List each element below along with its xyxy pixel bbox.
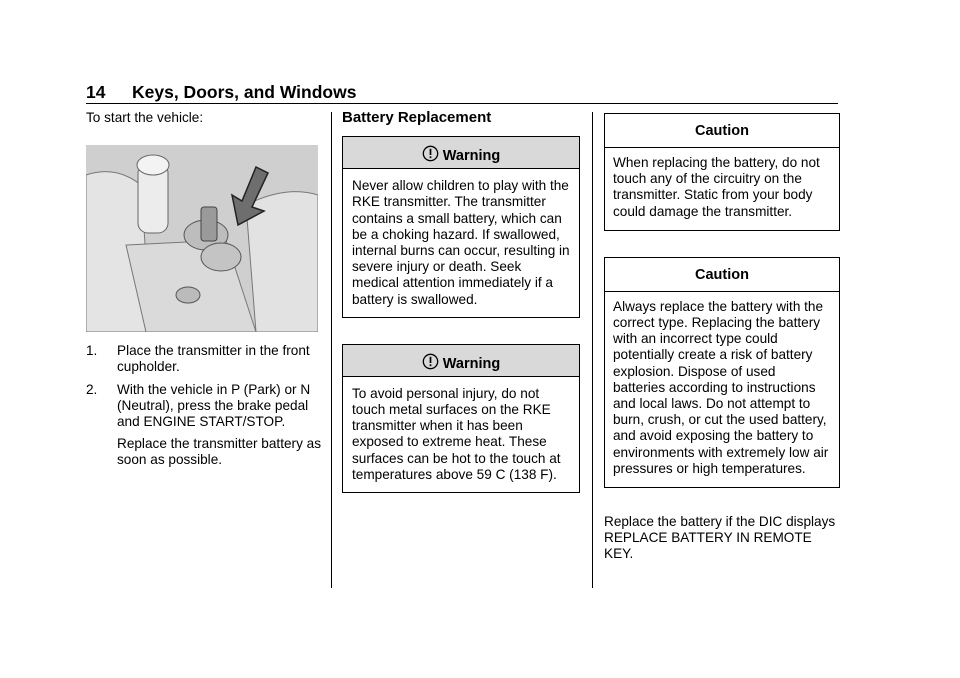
- caution-box: [604, 113, 840, 231]
- column-left: [86, 110, 322, 469]
- warning-text: Never allow children to play with the RKE transmitter. The transmitter contains a small battery, which can be a choking hazard. If swallowed, internal burns can occur, resulting in severe injury or death. Seek medical attention immediately if a battery is swallowed.: [352, 178, 570, 307]
- page-header: [86, 82, 356, 103]
- column-divider-left: [331, 112, 332, 588]
- warning-header: Warning: [343, 345, 579, 377]
- header-rule: [86, 103, 838, 104]
- column-right: [604, 113, 840, 563]
- warning-text: To avoid personal injury, do not touch metal surfaces on the RKE transmitter when it has been exposed to extreme heat. These surfaces can be hot to the touch at temperatures above 59 C (138 F).: [352, 385, 561, 482]
- warning-box: [342, 136, 580, 318]
- page-number: 14: [86, 82, 106, 102]
- closing-text: Replace the battery if the DIC displays REPLACE BATTERY IN REMOTE KEY.: [604, 514, 836, 562]
- column-divider-right: [592, 112, 593, 588]
- caution-header: Caution: [605, 114, 839, 148]
- start-steps: [86, 343, 322, 430]
- cupholder-drawing: [86, 145, 318, 332]
- caution-text: Always replace the battery with the correct type. Replacing the battery with an incorrect type could potentially create a risk of battery explosion. Dispose of used batteries according to instructions and local laws. Do not attempt to burn, crush, or cut the used battery, and avoid exposing the battery to environments with extremely low air pressures or high temperatures.: [613, 298, 829, 476]
- list-item: 2. With the vehicle in P (Park) or N (Neutral), press the brake pedal and ENGINE START/STOP.: [86, 381, 311, 430]
- column-middle: [342, 110, 580, 519]
- cupholder-illustration: [86, 145, 318, 332]
- battery-replacement-heading: Battery Replacement: [342, 109, 492, 126]
- caution-text: When replacing the battery, do not touch any of the circuitry on the transmitter. Static from your body could damage the transmitter.: [613, 155, 820, 219]
- caution-header: Caution: [605, 258, 839, 292]
- warning-box: [342, 344, 580, 493]
- warning-header: Warning: [343, 137, 579, 169]
- caution-box: [604, 257, 840, 488]
- section-title: Keys, Doors, and Windows: [132, 82, 357, 102]
- list-item: 1. Place the transmitter in the front cupholder.: [86, 343, 310, 375]
- warning-icon: [422, 145, 439, 162]
- warning-icon: [422, 353, 439, 370]
- intro-text: To start the vehicle:: [86, 110, 204, 125]
- follow-text: Replace the transmitter battery as soon as possible.: [117, 436, 321, 468]
